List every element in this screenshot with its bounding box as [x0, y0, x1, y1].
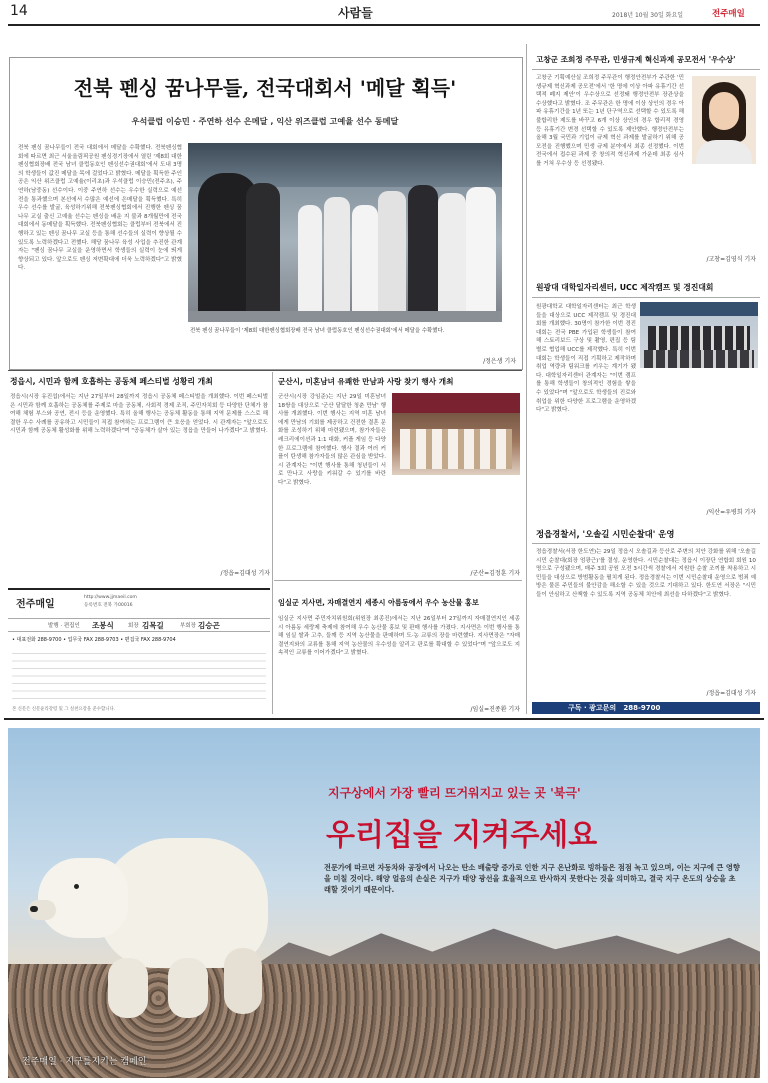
- portrait-photo: [692, 76, 756, 164]
- masthead-staff-row: [8, 618, 270, 632]
- issue-date: 2018년 10월 30일 화요일: [612, 12, 684, 19]
- masthead-box: [8, 588, 270, 716]
- mid-right-article-2-byline: /임실=진종환 기자: [470, 706, 520, 713]
- section-title: 사람들: [338, 6, 373, 20]
- top-story-headline: 전북 펜싱 꿈나무들, 전국대회서 '메달 획득': [73, 76, 457, 100]
- fencing-team-photo: [188, 143, 502, 322]
- right-article-3-byline: /정읍=김대성 기자: [706, 690, 756, 697]
- editor-label: 부회장: [180, 623, 196, 629]
- right-article-1-title: 고창군 조희정 주무관, 민생규제 혁신과제 공모전서 '우수상': [536, 55, 736, 64]
- bottom-ad-border: [4, 718, 764, 720]
- president-name: 김목길: [142, 621, 164, 630]
- masthead-phone: • 대표전화 288-9700 • 업무국 FAX 288-9703 • 편집국 FAX 288-9704: [12, 637, 176, 643]
- ad-headline: 우리집을 지켜주세요: [326, 818, 598, 853]
- mid-left-byline: /정읍=김대성 기자: [220, 570, 270, 577]
- subscription-bar: [532, 702, 760, 714]
- header-rule: [8, 24, 760, 26]
- right-article-1-byline: /고창=김영식 기자: [706, 256, 756, 263]
- matchmaking-event-photo: [392, 393, 520, 475]
- right-article-3-rule: [532, 543, 760, 544]
- page-number: 14: [10, 3, 28, 19]
- mid-right-article-1-byline: /군산=김정훈 기자: [470, 570, 520, 577]
- ad-tagline: 지구상에서 가장 빨리 뜨거워지고 있는 곳 '북극': [328, 786, 581, 800]
- right-article-1-body: 고창군 기획예산실 조희정 주무관이 행정안전부가 주관한 '민생규제 혁신과제 공모전'에서 '한 명에 이상 아파 유휴기간 선택적 폐지 제안'이 우수상으로 선정돼 행정안전부 장관상을 수상했다고 밝혔다. 조 주무관은 한 명에 이상 상인의 경우 아파 유휴기간을 1년 또는 1년 단구역으로 선택할 수 있도록 해 불합리한 제도를 바꾸고 6개 이상 상인의 경우 합리적 경영 등 유휴기간 변경 선택할 수 있도록 제안했다. 행정안전부는 올해 3월 국민과 기업이 규제 혁신 과제를 발굴하기 위해 공모전을 진행했으며 민생 규제 분야에서 최종 선정했다. 이번 전국에서 접수된 과제 중 창의적 혁신과제 가운데 최종 심사를 거쳐 우수상 등 선정됐다.: [536, 75, 684, 167]
- mid-section-rule: [8, 370, 522, 371]
- masthead-reg: 등록번호 전북 가00016: [84, 603, 133, 608]
- president-label: 회장: [128, 623, 139, 629]
- mid-right-article-1-body: 군산시(시장 강임준)는 지난 29일 미혼남녀 18쌍을 대상으로 '군산 달달한 청춘 만남' 행사를 개최했다. 이번 행사는 지역 미혼 남녀에게 만남의 기회를 제공하고 건전한 결혼 문화를 조성하기 위해 마련됐으며, 참가자들은 레크리에이션과 1:1 대화, 커플 게임 등 다양한 프로그램에 참여했다. 행사 결과 여러 커플이 탄생해 참가자들의 많은 관심을 받았다. 시 관계자는 "이번 행사를 통해 청년들이 서로 만나고 사랑을 키워갈 수 있기를 바란다"고 밝혔다.: [278, 394, 386, 486]
- publisher-name: 조봉식: [92, 621, 114, 630]
- right-article-3-body: 정읍경찰서(서장 한도연)는 29일 정읍시 오솔길과 등산로 주변의 치안 강화를 위해 '오솔길 시민 순찰대(회장 엄광근)'를 결성, 운영한다. 시민순찰대는 정읍시 이장단 연합회 회원 10명으로 구성됐으며, 매주 3회 공원 오전 3시간씩 경찰에서 지원한 순찰 조끼를 착용하고 시민들을 대상으로 방범활동을 펼치게 된다. 정읍경찰서는 이번 시민순찰대 운영으로 범죄 예방은 물론 주민들의 불안감을 해소할 수 있을 것으로 기대하고 있다. 한도연 서장은 "시민들이 안심하고 산책할 수 있도록 지역 공동체 치안에 최선을 다하겠다"고 밝혔다.: [536, 549, 756, 598]
- fencing-photo-caption: 전북 펜싱 꿈나무들이 '제8회 대한펜싱협회장배 전국 남녀 클럽동호인 펜싱선수권대회'에서 메달을 수확했다.: [190, 328, 445, 334]
- right-article-2-byline: /익산=우병희 기자: [706, 509, 756, 516]
- ucc-camp-photo: [640, 302, 758, 368]
- top-story-subhead: 우석클럽 이승민 · 주연하 선수 은메달 , 익산 위즈클럽 고예율 선수 동메달: [131, 116, 399, 126]
- arctic-campaign-ad: [8, 728, 760, 1078]
- right-article-2-rule: [532, 297, 760, 298]
- ad-credit: 전주매일 · 지구를지키는 캠페인: [22, 1057, 147, 1067]
- masthead-footer: 본 신문은 신문윤리강령 및 그 실천요강을 준수합니다.: [12, 707, 116, 712]
- editor-name: 김승곤: [198, 621, 220, 630]
- publisher-label: 발행 · 편집인: [48, 623, 80, 629]
- column-divider-mid: [272, 372, 273, 714]
- right-article-1-rule: [532, 69, 760, 70]
- mid-right-article-2-title: 임실군 지사면, 자매결연지 세종시 아름동에서 우수 농산물 홍보: [278, 598, 479, 607]
- masthead-directory: [12, 648, 266, 704]
- mid-left-body: 정읍시(시장 유진섭)에서는 지난 27일부터 28일까지 정읍시 공동체 페스티벌을 개최했다. 이번 페스티벌은 시민과 함께 호흡하는 공동체를 주제로 마을 공동체, 사회적 경제 조직, 주민자치회 등 다양한 단체가 참여해 체험 부스와 공연, 전시 등을 운영했다. 특히 올해 행사는 공동체 활동을 통해 지역 문제를 스스로 해결한 우수 사례를 공유하고 시민들이 직접 참여하는 프로그램이 큰 호응을 얻었다. 시 관계자는 "앞으로도 시민과 함께 공동체 활성화를 위해 노력하겠다"며 "공동체가 살아 있는 정읍을 만들어 나가겠다"고 밝혔다.: [10, 394, 268, 435]
- mid-right-article-2-body: 임실군 지사면 주민자치위원회(위원장 최종진)에서는 지난 26일부터 27일까지 자매결연지인 세종시 아름동 세랑제 축제에 참여해 우수 농산물 홍보 및 판매 행사를 가졌다. 지사면은 이번 행사를 통해 임실 쌀과 고추, 들깨 등 지역 농산물을 판매하며 도·농 교류의 장을 마련했다. 지사면장은 "자매결연지와의 교류를 통해 지역 농산물의 우수성을 알리고 판로를 확대할 수 있었다"며 "앞으로도 지속적인 교류를 이어가겠다"고 밝혔다.: [278, 616, 520, 657]
- column-divider-right: [526, 44, 527, 714]
- top-story-body: 전북 펜싱 꿈나무들이 전국 대회에서 메달을 수확했다. 전북펜싱협회에 따르면 최근 서울올림픽공원 펜싱경기장에서 열린 '제8회 대한펜싱협회장배 전국 남녀 클럽동호인 펜싱선수권대회'에서 도내 3명의 학생들이 값진 메달을 목에 걸었다고 밝혔다. 메달을 획득한 주인공은 익산 위즈클럽 고예율(이리초)과 우석클럽 이승민(전주초), 주연하(남중동) 선수이다. 이중 주연하 선수는 우수한 실력으로 예선전을 통과했으며 본선에서 수많은 예선에 은메달을 획득했다. 특히 우수 선수를 발굴, 육성하기위해 전북펜싱협회에서 진행한 펜싱 꿈나무 교실 출신 고예율 선수는 펜싱을 배운 지 불과 8개월만에 전국대회에서 동메달을 획득했다. 전북펜싱협회는 클럽부터 전북에서 진행하고 있는 펜싱 꿈나무 교실 등을 통해 선수들의 실력이 향상될 수 있도록 노력하겠다고 전했다. 해당 꿈나무 육성 사업을 추진한 관계자는 "펜싱 꿈나무 교실을 운영하면서 학생들의 실력이 눈에 띄게 향상되고 있다. 앞으로도 펜싱 저변확대에 더욱 노력하겠다"고 밝혔다.: [18, 145, 182, 272]
- polar-bear-image: [28, 808, 278, 1018]
- top-story-byline: /정은생 기자: [483, 358, 516, 365]
- mid-right-article-1-title: 군산시, 미혼남녀 유쾌한 만남과 사랑 찾기 행사 개최: [278, 377, 454, 386]
- right-article-2-body: 원광대학교 대학일자리센터는 최근 학생들을 대상으로 UCC 제작캠프 및 경진대회를 개최했다. 30명이 참가한 이번 경진대회는 전국 PBE 가입된 학생들이 참여해 스토리보드 구상 및 촬영, 편집 등 팀별로 협업해 UCC를 제작했다. 특히 이번 대회는 학생들이 직접 기획하고 제작하며 취업 역량과 팀워크를 키우는 계기가 됐다. 대학일자리센터 관계자는 "이번 캠프를 통해 학생들이 창의적인 경험을 쌓을 수 있었다"며 "앞으로도 학생들의 진로와 취업을 위한 다양한 프로그램을 운영하겠다"고 밝혔다.: [536, 304, 636, 414]
- mid-left-title: 정읍시, 시민과 함께 호흡하는 공동체 페스티벌 성황리 개최: [10, 377, 213, 386]
- masthead-url[interactable]: http://www.jjmaeil.com: [84, 595, 137, 600]
- ad-body: 전문가에 따르면 자동차와 공장에서 나오는 탄소 배출량 증가로 인한 지구 온난화로 빙하들은 점점 녹고 있으며, 이는 지구에 큰 영향을 미칠 것이다. 해양 얼음의 손실은 지구가 태양 광선을 효율적으로 반사하지 못한다는 것을 의미하고, 결국 지구 온도의 상승을 초래할 것이기 때문이다.: [324, 863, 740, 894]
- right-article-3-title: 정읍경찰서, '오솔길 시민순찰대' 운영: [536, 529, 675, 539]
- right-article-1-body-2: [536, 232, 756, 252]
- mid-right-article-2-rule: [274, 580, 522, 581]
- paper-name: 전주매일: [712, 9, 745, 19]
- masthead-name: 전주매일: [16, 599, 55, 610]
- right-article-2-title: 원광대 대학일자리센터, UCC 제작캠프 및 경진대회: [536, 283, 714, 292]
- subscription-text: 구독 · 광고문의 288-9700: [568, 704, 661, 712]
- page-header: [0, 0, 768, 26]
